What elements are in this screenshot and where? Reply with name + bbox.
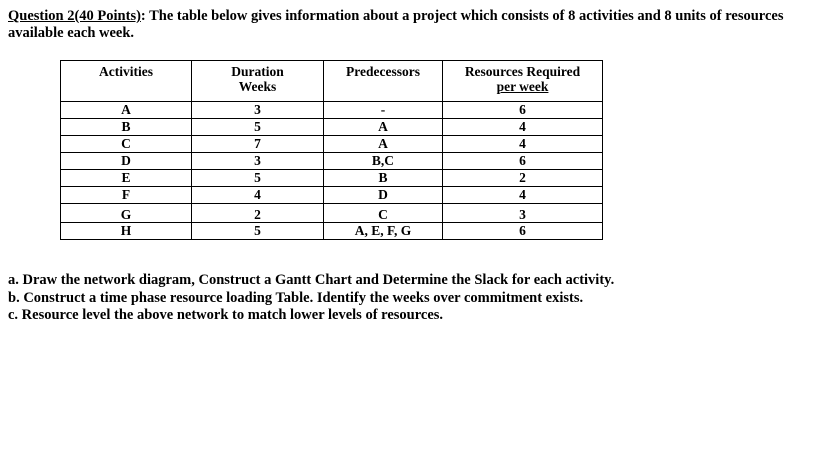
cell-activity: A (61, 102, 192, 119)
table-row (61, 170, 603, 187)
table-row (61, 153, 603, 170)
cell-resources: 4 (443, 187, 603, 204)
cell-resources: 4 (443, 119, 603, 136)
cell-activity: F (61, 187, 192, 204)
header-predecessors: Predecessors (324, 61, 443, 102)
cell-predecessors: B,C (324, 153, 443, 170)
cell-duration: 5 (192, 119, 324, 136)
cell-activity: G (61, 204, 192, 223)
question-heading (8, 8, 808, 42)
cell-predecessors: - (324, 102, 443, 119)
cell-duration: 5 (192, 223, 324, 240)
table-row (61, 136, 603, 153)
cell-activity: C (61, 136, 192, 153)
cell-predecessors: B (324, 170, 443, 187)
cell-activity: H (61, 223, 192, 240)
cell-predecessors: C (324, 204, 443, 223)
cell-resources: 6 (443, 102, 603, 119)
cell-activity: E (61, 170, 192, 187)
part-a: a. Draw the network diagram, Construct a Gantt Chart and Determine the Slack for each activity. (8, 272, 615, 288)
cell-predecessors: A (324, 119, 443, 136)
part-b: b. Construct a time phase resource loading Table. Identify the weeks over commitment exists. (8, 289, 584, 306)
cell-resources: 6 (443, 223, 603, 240)
cell-predecessors: A, E, F, G (324, 223, 443, 240)
cell-activity: B (61, 119, 192, 136)
cell-resources: 2 (443, 170, 603, 187)
table-row (61, 204, 603, 223)
header-resources: Resources Required per week (443, 61, 603, 102)
cell-duration: 5 (192, 170, 324, 187)
cell-resources: 6 (443, 153, 603, 170)
table-row (61, 223, 603, 240)
header-activities: Activities (61, 61, 192, 102)
cell-duration: 3 (192, 102, 324, 119)
cell-resources: 4 (443, 136, 603, 153)
cell-predecessors: A (324, 136, 443, 153)
question-parts (8, 272, 808, 325)
activity-table (60, 60, 603, 240)
question-text: : The table below gives information about a project which consists of 8 activities and 8 units of resources available each week. (8, 8, 784, 41)
cell-duration: 2 (192, 204, 324, 223)
cell-resources: 3 (443, 204, 603, 223)
cell-duration: 3 (192, 153, 324, 170)
table-row (61, 187, 603, 204)
cell-predecessors: D (324, 187, 443, 204)
table-row (61, 102, 603, 119)
table-header-row (61, 61, 603, 102)
cell-duration: 7 (192, 136, 324, 153)
header-duration: Duration Weeks (192, 61, 324, 102)
cell-activity: D (61, 153, 192, 170)
table-row (61, 119, 603, 136)
cell-duration: 4 (192, 187, 324, 204)
question-label: Question 2(40 Points) (8, 8, 141, 24)
part-c: c. Resource level the above network to match lower levels of resources. (8, 307, 444, 323)
